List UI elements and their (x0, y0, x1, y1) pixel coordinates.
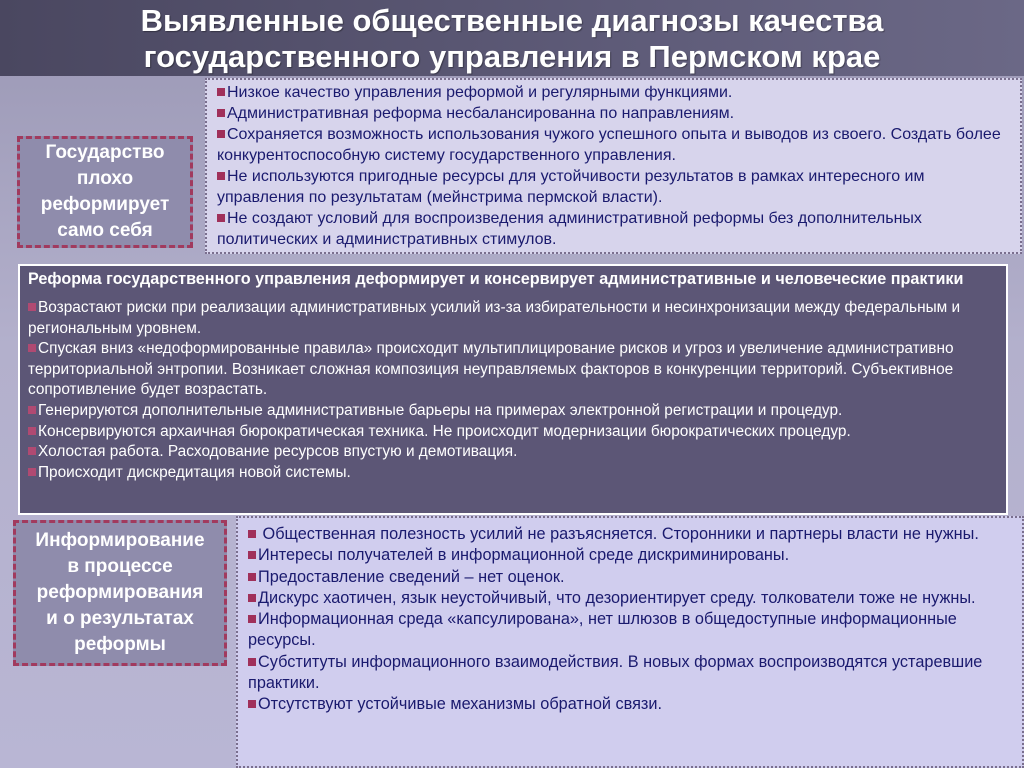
square-bullet-icon (28, 344, 36, 352)
list-item: Административная реформа несбалансированна по направлениям. (217, 103, 1012, 124)
section2-panel (18, 264, 1008, 515)
title-line-1: Выявленные общественные диагнозы качества (140, 3, 884, 38)
square-bullet-icon (248, 615, 256, 623)
square-bullet-icon (28, 447, 36, 455)
square-bullet-icon (217, 130, 225, 138)
square-bullet-icon (28, 468, 36, 476)
section1-label: Государство плохо реформирует само себя (17, 136, 193, 248)
list-item: Генерируются дополнительные административные барьеры на примерах электронной регистрации и процедур. (28, 401, 998, 422)
list-item: Холостая работа. Расходование ресурсов впустую и демотивация. (28, 442, 998, 463)
list-item: Отсутствуют устойчивые механизмы обратной связи. (248, 694, 1012, 715)
list-item: Субституты информационного взаимодействия. В новых формах воспроизводятся устаревшие практики. (248, 652, 983, 693)
list-item: Происходит дискредитация новой системы. (28, 463, 998, 484)
list-item: Общественная полезность усилий не разъясняется. Сторонники и партнеры власти не нужны. (248, 524, 1012, 545)
square-bullet-icon (28, 303, 36, 311)
square-bullet-icon (248, 658, 256, 666)
square-bullet-icon (217, 88, 225, 96)
list-item: Сохраняется возможность использования чужого успешного опыта и выводов из своего. Создать более конкурентоспособную систему государственного управления. (217, 126, 1001, 164)
title-line-2: государственного управления в Пермском крае (143, 39, 881, 74)
square-bullet-icon (28, 406, 36, 414)
square-bullet-icon (28, 427, 36, 435)
square-bullet-icon (248, 551, 256, 559)
square-bullet-icon (248, 700, 256, 708)
page-title (0, 0, 1024, 75)
section3-panel (236, 516, 1024, 768)
list-item: Интересы получателей в информационной среде дискриминированы. (248, 545, 1012, 566)
square-bullet-icon (248, 573, 256, 581)
section2-heading: Реформа государственного управления деформирует и консервирует административные и человеческие практики (28, 270, 964, 288)
square-bullet-icon (217, 172, 225, 180)
square-bullet-icon (248, 530, 256, 538)
list-item: Дискурс хаотичен, язык неустойчивый, что дезориентирует среду. толкователи тоже не нужны. (248, 588, 1012, 609)
list-item: Не создают условий для воспроизведения административной реформы без дополнительных политических и административных стимулов. (217, 210, 922, 248)
list-item: Спуская вниз «недоформированные правила» происходит мультиплицирование рисков и угроз и увеличение административно территориальной энтропии. Возникает сложная композиция неуправляемых факторов в конкуренции территорий. Субъективное сопротивление будет возрастать. (28, 340, 954, 399)
section3-label: Информирование в процессе реформирования и о результатах реформы (13, 520, 227, 666)
square-bullet-icon (217, 109, 225, 117)
list-item: Не используются пригодные ресурсы для устойчивости результатов в рамках интересного им управления по результатам (мейнстрима пермской власти). (217, 168, 925, 206)
list-item: Предоставление сведений – нет оценок. (248, 567, 1012, 588)
list-item: Информационная среда «капсулирована», нет шлюзов в общедоступные информационные ресурсы. (248, 610, 957, 650)
list-item: Низкое качество управления реформой и регулярными функциями. (217, 82, 1012, 103)
list-item: Консервируются архаичная бюрократическая техника. Не происходит модернизации бюрократических процедур. (28, 422, 998, 443)
section1-panel (205, 78, 1022, 254)
list-item: Возрастают риски при реализации административных усилий из-за избирательности и несинхронизации между федеральным и региональным уровнем. (28, 299, 961, 337)
square-bullet-icon (217, 214, 225, 222)
square-bullet-icon (248, 594, 256, 602)
